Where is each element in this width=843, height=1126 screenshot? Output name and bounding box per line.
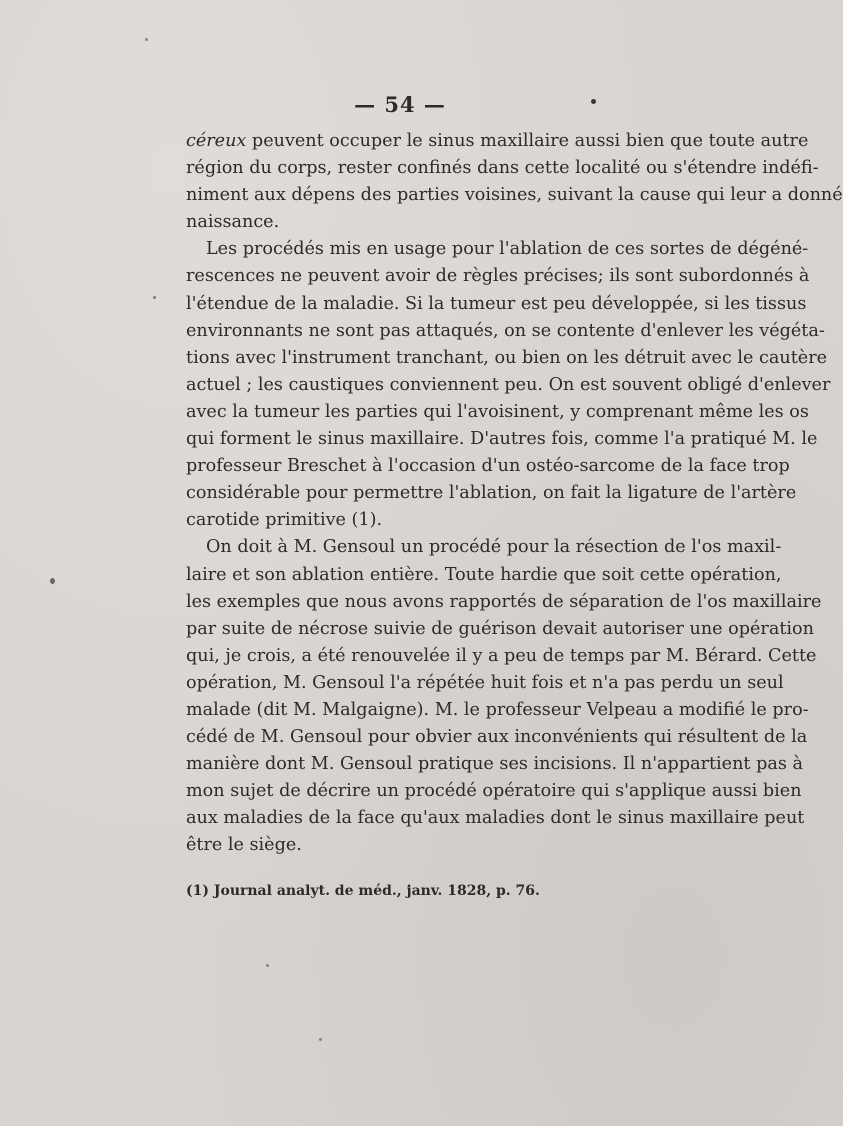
paper-speck: [50, 578, 55, 584]
text-line: avec la tumeur les parties qui l'avoisinent, y comprenant même les os: [186, 401, 809, 422]
text-line: environnants ne sont pas attaqués, on se contente d'enlever les végéta-: [186, 320, 825, 341]
text-line: qui, je crois, a été renouvelée il y a peu de temps par M. Bérard. Cette: [186, 645, 817, 666]
text-line: niment aux dépens des parties voisines, suivant la cause qui leur a donné: [186, 185, 843, 206]
text-line: être le siège.: [186, 835, 302, 856]
italic-word: céreux: [186, 131, 247, 151]
paper-speck: [591, 99, 596, 104]
page-number: — 54 —: [354, 92, 446, 117]
paper-speck: [145, 38, 148, 41]
body-text: [186, 128, 843, 860]
text-line: par suite de nécrose suivie de guérison devait autoriser une opération: [186, 618, 814, 639]
text-line: région du corps, rester confinés dans cette localité ou s'étendre indéfi-: [186, 158, 819, 179]
text-line: carotide primitive (1).: [186, 510, 383, 531]
text-line: actuel ; les caustiques conviennent peu. On est souvent obligé d'enlever: [186, 374, 831, 395]
text-line: rescences ne peuvent avoir de règles précises; ils sont subordonnés à: [186, 266, 810, 287]
text-line: cédé de M. Gensoul pour obvier aux inconvénients qui résultent de la: [186, 727, 808, 748]
text-line: qui forment le sinus maxillaire. D'autres fois, comme l'a pratiqué M. le: [186, 429, 818, 450]
paper-speck: [266, 964, 269, 967]
footnote: (1) Journal analyt. de méd., janv. 1828, p. 76.: [186, 883, 540, 899]
text-line: laire et son ablation entière. Toute hardie que soit cette opération,: [186, 564, 782, 585]
text-line: [186, 128, 809, 155]
text-line: professeur Breschet à l'occasion d'un ostéo-sarcome de la face trop: [186, 456, 790, 477]
text-line: Les procédés mis en usage pour l'ablation de ces sortes de dégéné-: [206, 239, 809, 260]
text-line: mon sujet de décrire un procédé opératoire qui s'applique aussi bien: [186, 781, 802, 802]
text-line-rest: peuvent occuper le sinus maxillaire aussi bien que toute autre: [246, 131, 809, 151]
text-line: aux maladies de la face qu'aux maladies dont le sinus maxillaire peut: [186, 808, 805, 829]
text-line: malade (dit M. Malgaigne). M. le professeur Velpeau a modifié le pro-: [186, 699, 809, 720]
text-line: considérable pour permettre l'ablation, on fait la ligature de l'artère: [186, 483, 797, 504]
text-line: les exemples que nous avons rapportés de séparation de l'os maxillaire: [186, 591, 822, 612]
paper-speck: [319, 1038, 322, 1041]
text-line: tions avec l'instrument tranchant, ou bien on les détruit avec le cautère: [186, 347, 828, 368]
text-line: manière dont M. Gensoul pratique ses incisions. Il n'appartient pas à: [186, 754, 803, 775]
text-line: On doit à M. Gensoul un procédé pour la résection de l'os maxil-: [206, 537, 782, 558]
text-line: l'étendue de la maladie. Si la tumeur est peu développée, si les tissus: [186, 293, 807, 314]
paper-speck: [153, 296, 156, 299]
text-line: naissance.: [186, 212, 280, 233]
text-line: opération, M. Gensoul l'a répétée huit fois et n'a pas perdu un seul: [186, 672, 784, 693]
